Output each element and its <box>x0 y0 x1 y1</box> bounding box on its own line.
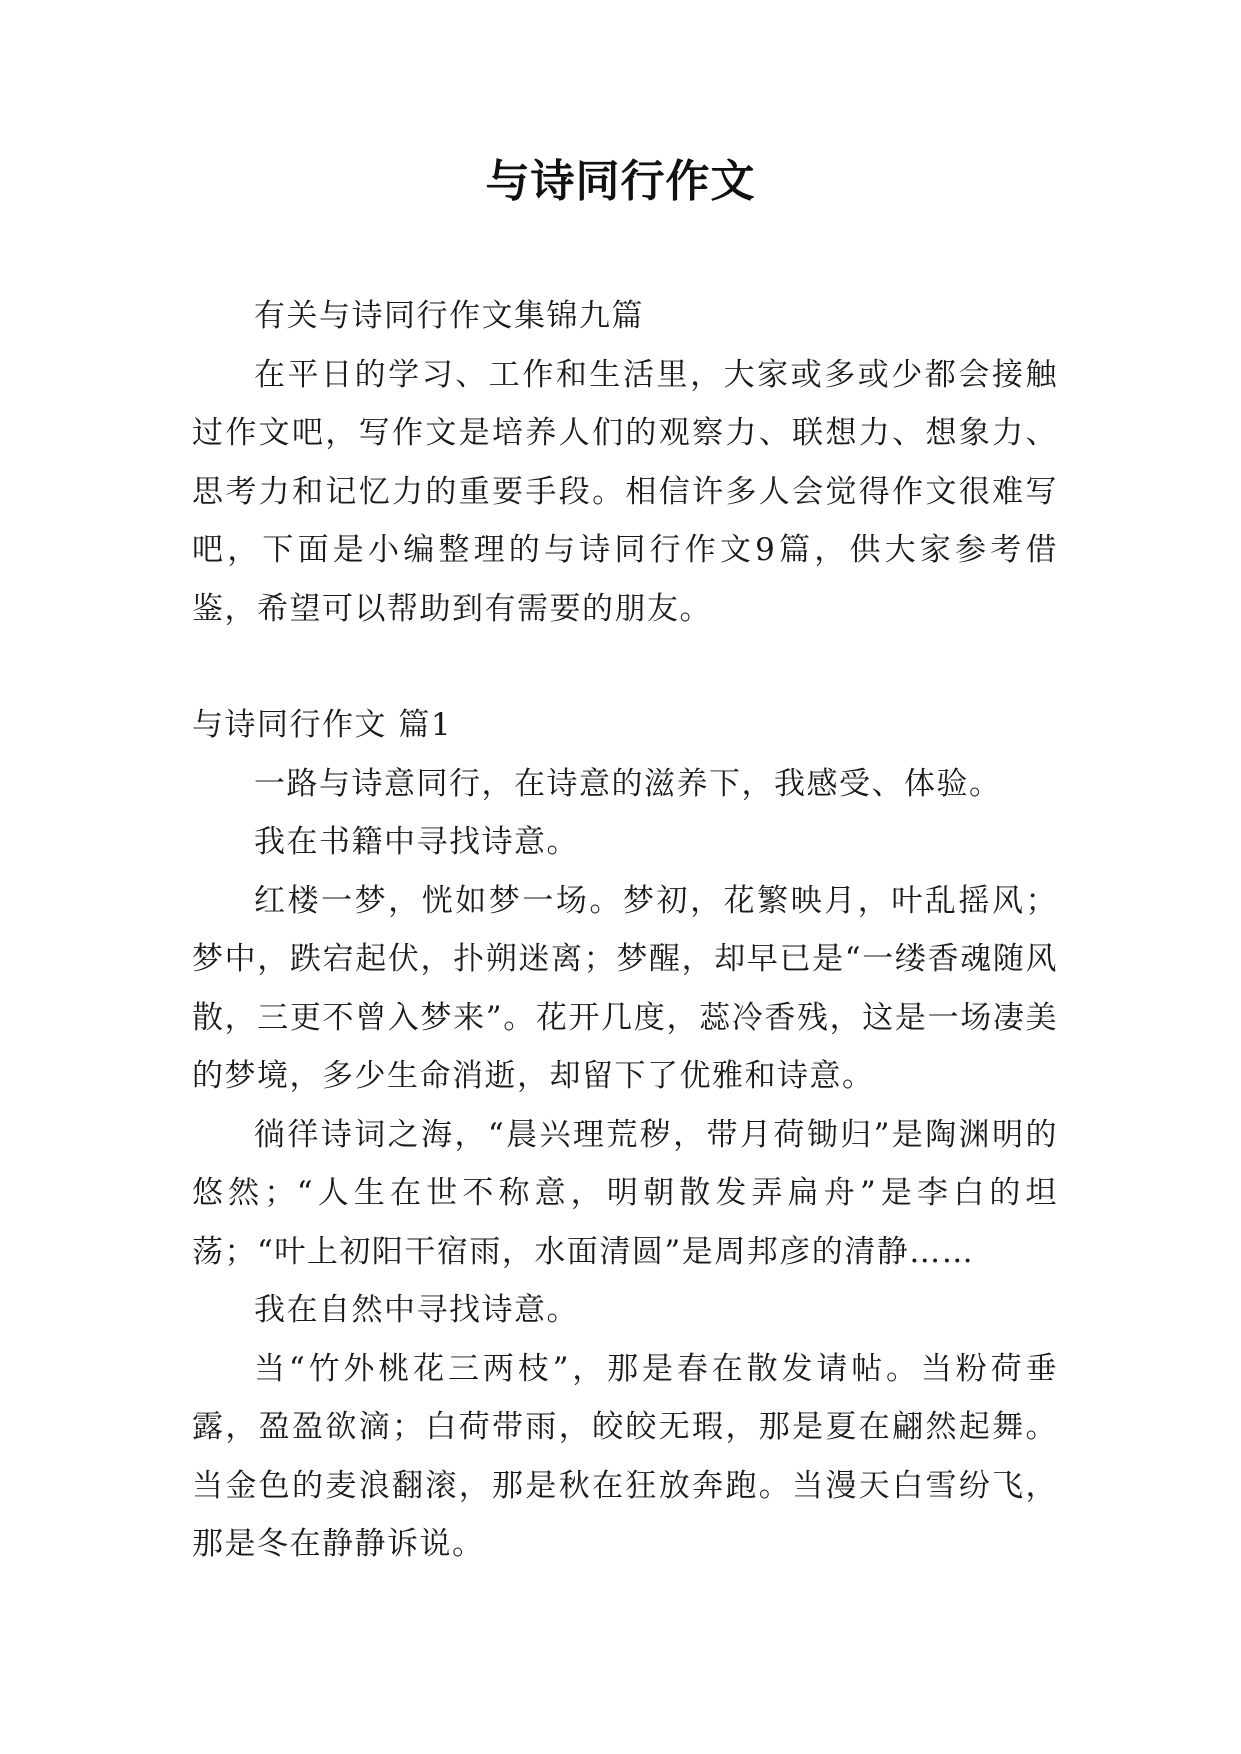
body-paragraph: 红楼一梦，恍如梦一场。梦初，花繁映月，叶乱摇风；梦中，跌宕起伏，扑朔迷离；梦醒，却早已是“一缕香魂随风散，三更不曾入梦来”。花开几度，蕊冷香残，这是一场凄美的梦境，多少生命消逝，却留下了优雅和诗意。 <box>192 882 1058 1094</box>
document-body <box>192 287 1058 1574</box>
body-paragraph: 当“竹外桃花三两枝”，那是春在散发请帖。当粉荷垂露，盈盈欲滴；白荷带雨，皎皎无瑕，那是夏在翩然起舞。当金色的麦浪翻滚，那是秋在狂放奔跑。当漫天白雪纷飞，那是冬在静静诉说。 <box>192 1350 1058 1562</box>
body-paragraph: 我在书籍中寻找诗意。 <box>254 824 579 860</box>
section-heading: 与诗同行作文 篇1 <box>192 707 453 743</box>
subtitle-paragraph: 有关与诗同行作文集锦九篇 <box>254 298 644 334</box>
body-paragraph: 我在自然中寻找诗意。 <box>254 1292 579 1328</box>
section-spacer <box>192 638 1058 696</box>
document-title: 与诗同行作文 <box>485 156 756 207</box>
body-paragraph: 一路与诗意同行，在诗意的滋养下，我感受、体验。 <box>254 765 1002 802</box>
intro-paragraph: 在平日的学习、工作和生活里，大家或多或少都会接触过作文吧，写作文是培养人们的观察力、联想力、想象力、思考力和记忆力的重要手段。相信许多人会觉得作文很难写吧，下面是小编整理的与诗同行作文9篇，供大家参考借鉴，希望可以帮助到有需要的朋友。 <box>192 356 1058 627</box>
body-paragraph: 徜徉诗词之海，“晨兴理荒秽，带月荷锄归”是陶渊明的悠然；“人生在世不称意，明朝散发弄扁舟”是李白的坦荡；“叶上初阳干宿雨，水面清圆”是周邦彦的清静…… <box>192 1116 1058 1270</box>
